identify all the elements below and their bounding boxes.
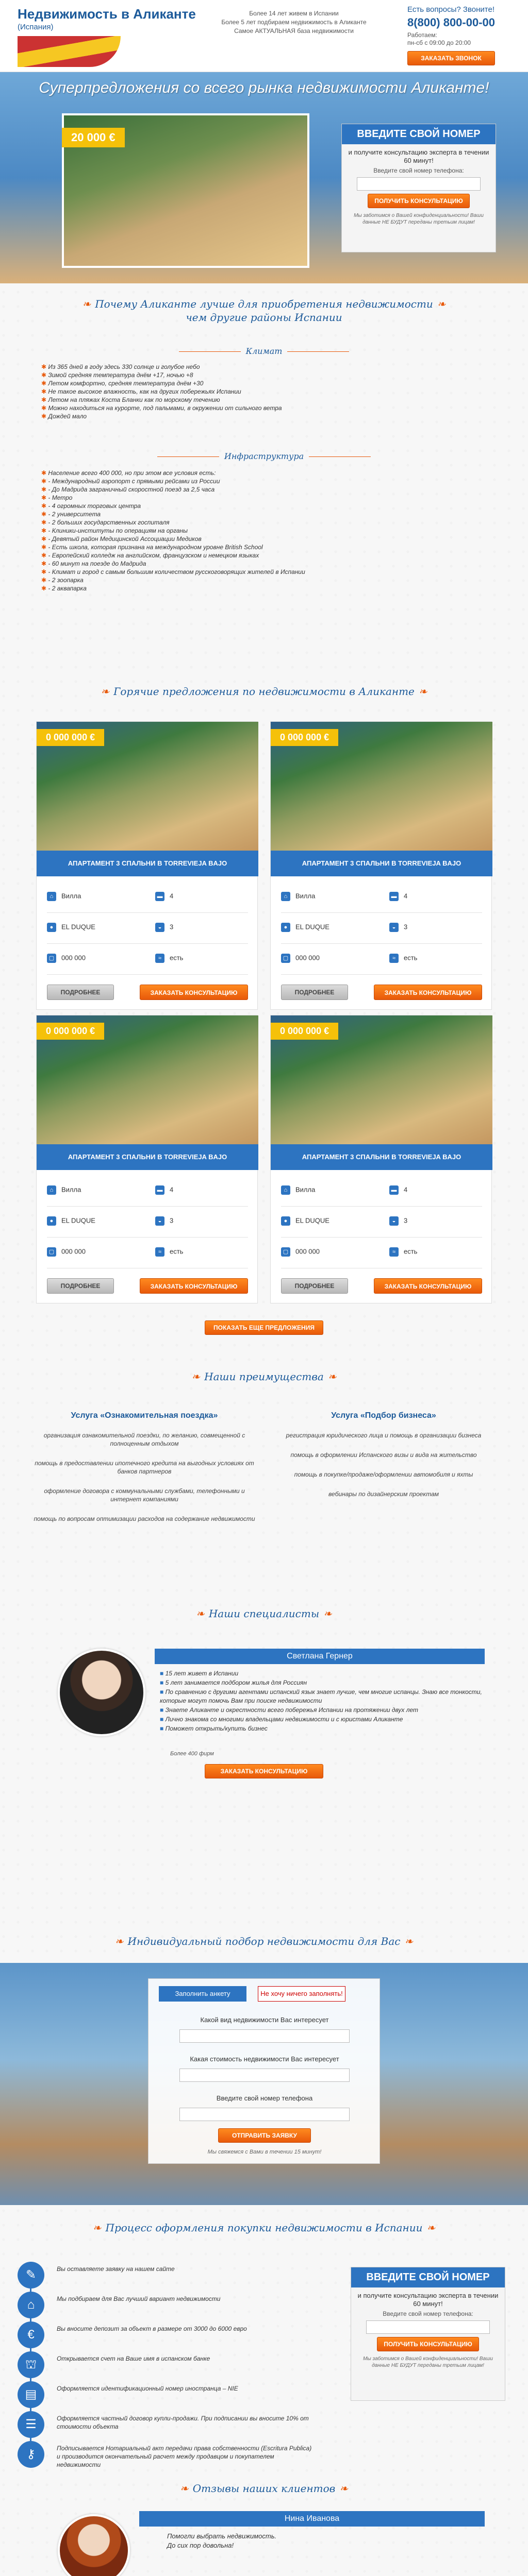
property-pool-value: есть (170, 954, 184, 962)
hours-label: Работаем: (407, 31, 437, 39)
selection-section (0, 1963, 528, 2205)
property-title[interactable]: АПАРТАМЕНТ 3 СПАЛЬНИ В TORREVIEJA BAJO (271, 1144, 492, 1170)
pen-icon: ✎ (18, 2262, 44, 2289)
infra-list (41, 469, 495, 592)
property-pool (155, 1247, 183, 1257)
location-icon: ● (281, 923, 290, 932)
property-type-value: Вилла (61, 1185, 81, 1194)
property-type (281, 892, 315, 901)
specialist-bullet: ■ Лично знакома со многими владельцами недвижимости и с юристами Аликанте (160, 1715, 490, 1724)
selection-form (148, 1978, 380, 2164)
property-area_val (281, 1247, 320, 1257)
property-rooms (155, 1185, 173, 1195)
infra-item: ✱ - Есть школа, которая признана на международном уровне British School (41, 543, 495, 551)
specialist-consult-button[interactable]: ЗАКАЗАТЬ КОНСУЛЬТАЦИЮ (205, 1764, 323, 1778)
advantage-item: оформление договора с коммунальными службами, телефонными и интернет компаниями (44, 1487, 245, 1503)
property-rooms-value: 4 (404, 1185, 408, 1194)
property-baths-value: 3 (170, 1216, 174, 1225)
form-heading: ВВЕДИТЕ СВОЙ НОМЕР (342, 124, 496, 144)
property-pool-value: есть (404, 954, 418, 962)
property-rooms (155, 892, 173, 901)
climate-item: ✱ Летом комфортно, средняя температура днём +30 (41, 379, 495, 387)
advantages-column-business (270, 1412, 497, 1510)
bed-icon: ▬ (155, 892, 164, 901)
location-icon: ● (47, 1216, 56, 1226)
phone-input[interactable] (366, 2320, 490, 2334)
property-pool (389, 1247, 417, 1257)
property-pool-value: есть (170, 1247, 184, 1256)
process-step-text: Вы оставляете заявку на нашем сайте (57, 2265, 175, 2273)
infra-item: ✱ - До Мадрида заграничный скоростной поезд за 2,5 часа (41, 485, 495, 494)
specialist-bullet: ■ 15 лет живет в Испании (160, 1669, 490, 1678)
advantage-item: организация ознакомительной поездки, по желанию, совмещенной с полноценным отдыхом (43, 1432, 245, 1447)
selection-note: Мы свяжемся с Вами в течении 15 минут! (207, 2149, 322, 2155)
climate-item: ✱ Летом на пляжах Коста Бланки как по морскому течению (41, 396, 495, 404)
bed-icon: ▬ (389, 1185, 399, 1195)
property-type-value: Вилла (295, 892, 316, 900)
info-line-2: Более 5 лет подбираем недвижимость в Аликанте (221, 19, 367, 26)
details-button[interactable]: ПОДРОБНЕЕ (281, 985, 348, 1000)
order-consultation-button[interactable]: ЗАКАЗАТЬ КОНСУЛЬТАЦИЮ (140, 985, 248, 1000)
process-phone-form (351, 2267, 505, 2401)
property-pool (389, 954, 417, 963)
property-price-tag: 0 000 000 € (271, 1023, 338, 1040)
ornament-icon: ❧ (437, 298, 446, 310)
process-step-text: Оформляется идентификационный номер иностранца – NIE (57, 2385, 238, 2392)
property-area_val-value: 000 000 (295, 1247, 320, 1256)
phone-input[interactable] (357, 177, 481, 191)
location-icon: ● (281, 1216, 290, 1226)
order-consultation-button[interactable]: ЗАКАЗАТЬ КОНСУЛЬТАЦИЮ (374, 1278, 482, 1294)
form-label: Введите свой номер телефона: (383, 2310, 473, 2317)
euro-icon: € (18, 2321, 44, 2348)
home-icon: ⌂ (281, 1185, 290, 1195)
info-line-3: Самое АКТУАЛЬНАЯ база недвижимости (234, 27, 354, 35)
header-question: Есть вопросы? Звоните! (407, 5, 495, 14)
property-pool (155, 954, 183, 963)
climate-title: Климат (0, 346, 528, 356)
order-consultation-button[interactable]: ЗАКАЗАТЬ КОНСУЛЬТАЦИЮ (140, 1278, 248, 1294)
advantage-item: помощь в оформлении Испанского визы и вида на жительство (290, 1451, 477, 1459)
header-phone[interactable]: 8(800) 800-00-00 (407, 16, 496, 29)
property-price-tag: 0 000 000 € (37, 1023, 104, 1040)
privacy-note: Мы заботимся о Вашей конфиденциальности! Ваши данные НЕ БУДУТ переданы третьим лицам! (354, 213, 484, 225)
details-button[interactable]: ПОДРОБНЕЕ (281, 1278, 348, 1294)
hero-title: Суперпредложения со всего рынка недвижимости Аликанте! (39, 79, 489, 96)
infra-item: ✱ - 2 зоопарка (41, 576, 495, 584)
property-city (47, 1216, 95, 1226)
property-card (36, 721, 258, 1010)
divider (47, 1237, 248, 1238)
property-pool-value: есть (404, 1247, 418, 1256)
divider (281, 1206, 482, 1207)
advantages-column-trip (31, 1412, 258, 1534)
advantages-title: ❧ Наши преимущества ❧ (191, 1370, 337, 1383)
bath-icon: ◒ (389, 923, 399, 932)
why-title-line1: Почему Аликанте лучше для приобретения недвижимости (95, 298, 433, 310)
home-icon: ⌂ (47, 1185, 56, 1195)
advantage-item: вебинары по дизайнерским проектам (328, 1490, 439, 1498)
tab-fill-form[interactable]: Заполнить анкету (159, 1986, 246, 2002)
property-title[interactable]: АПАРТАМЕНТ 3 СПАЛЬНИ В TORREVIEJA BAJO (271, 851, 492, 876)
form-heading: ВВЕДИТЕ СВОЙ НОМЕР (351, 2267, 505, 2287)
specialist-photo (58, 1649, 145, 1736)
key-icon: ⚷ (18, 2441, 44, 2468)
get-consultation-button[interactable]: ПОЛУЧИТЬ КОНСУЛЬТАЦИЮ (368, 194, 470, 208)
infra-item: ✱ - 2 университета (41, 510, 495, 518)
property-baths-value: 3 (170, 923, 174, 931)
hero-phone-form (341, 124, 496, 252)
selection-phone-input[interactable] (179, 2108, 350, 2121)
property-city-value: EL DUQUE (295, 1216, 329, 1225)
property-type (47, 892, 81, 901)
reviews-title: ❧ Отзывы наших клиентов ❧ (179, 2482, 349, 2495)
callback-button[interactable]: ЗАКАЗАТЬ ЗВОНОК (407, 51, 495, 65)
climate-list (41, 363, 495, 420)
reviewer-name: Нина Иванова (139, 2511, 485, 2527)
property-rooms-value: 4 (170, 1185, 174, 1194)
divider (281, 1237, 482, 1238)
area-icon: ▢ (47, 1247, 56, 1257)
area-icon: ▢ (281, 954, 290, 963)
property-city (281, 1216, 329, 1226)
infra-item: ✱ - 60 минут на поезде до Мадрида (41, 560, 495, 568)
selection-tabs (159, 1986, 345, 2002)
property-area_val (47, 1247, 86, 1257)
property-card (270, 721, 492, 1010)
climate-item: ✱ Дождей мало (41, 412, 495, 420)
form-subheading: и получите консультацию эксперта в течении 60 минут! (357, 2292, 499, 2308)
form-label: Введите свой номер телефона: (373, 167, 464, 174)
details-button[interactable]: ПОДРОБНЕЕ (47, 1278, 114, 1294)
review-text (167, 2532, 276, 2550)
property-area_val-value: 000 000 (61, 1247, 86, 1256)
why-title (0, 298, 528, 310)
property-type (281, 1185, 315, 1195)
property-baths-value: 3 (404, 923, 408, 931)
logo-subtitle: (Испания) (18, 23, 54, 31)
form-subheading: и получите консультацию эксперта в течении 60 минут! (348, 148, 489, 164)
divider (281, 974, 482, 975)
property-city (281, 923, 329, 932)
climate-item: ✱ Можно находиться на курорте, под пальмами, в окружении от сильного ветра (41, 404, 495, 412)
process-step-text: Вы вносите депозит за объект в размере от 3000 до 6000 евро (57, 2325, 247, 2332)
infra-item: ✱ - 2 аквапарка (41, 584, 495, 592)
specialist-bullet: ■ Поможет открыть/купить бизнес (160, 1724, 490, 1733)
property-price-tag: 0 000 000 € (271, 729, 338, 746)
header-info (217, 9, 371, 36)
review-text-line2: До сих пор довольна! (167, 2541, 234, 2549)
property-type-value: Вилла (61, 892, 81, 900)
property-city-value: EL DUQUE (295, 923, 329, 931)
adv-col2-title: Услуга «Подбор бизнеса» (331, 1411, 436, 1420)
infra-item: ✱ - Метро (41, 494, 495, 502)
bath-icon: ◒ (155, 923, 164, 932)
climate-item: ✱ Зимой средняя температура днём +17, ночью +8 (41, 371, 495, 379)
privacy-note: Мы заботимся о Вашей конфиденциальности! Ваши данные НЕ БУДУТ переданы третьим лицам! (363, 2356, 493, 2368)
advantage-item: регистрация юридического лица и помощь в организации бизнеса (286, 1432, 482, 1439)
show-more-button[interactable]: ПОКАЗАТЬ ЕЩЕ ПРЕДЛОЖЕНИЯ (205, 1320, 323, 1335)
hero-price-tag: 20 000 € (62, 128, 125, 147)
adv-col1-title: Услуга «Ознакомительная поездка» (71, 1411, 218, 1420)
property-type-value: Вилла (295, 1185, 316, 1194)
specialist-name: Светлана Гернер (155, 1649, 485, 1664)
divider (281, 943, 482, 944)
specialist-bullets (160, 1669, 490, 1734)
infra-item: ✱ Население всего 400 000, но при этом все условия есть: (41, 469, 495, 477)
property-card (36, 1015, 258, 1303)
details-button[interactable]: ПОДРОБНЕЕ (47, 985, 114, 1000)
infra-item: ✱ - Клиники-институты по операциям на органы (41, 527, 495, 535)
specialists-title: ❧ Наши специалисты ❧ (196, 1607, 332, 1620)
home-icon: ⌂ (47, 892, 56, 901)
pool-icon: ≈ (389, 954, 399, 963)
divider (47, 943, 248, 944)
property-city (47, 923, 95, 932)
specialist-bullet: ■ Знаете Аликанте и окрестности всего побережья Испании на протяжении двух лет (160, 1706, 490, 1715)
price-input[interactable] (179, 2069, 350, 2082)
process-step-text: Подписывается Нотариальный акт передачи права собственности (Escritura Publica) и производится окончательный расчет между продавцом и покупателем недвижимости (57, 2445, 312, 2468)
order-consultation-button[interactable]: ЗАКАЗАТЬ КОНСУЛЬТАЦИЮ (374, 985, 482, 1000)
bed-icon: ▬ (389, 892, 399, 901)
header-hours (407, 31, 510, 47)
hero-section (0, 72, 528, 283)
process-title: ❧ Процесс оформления покупки недвижимости в Испании ❧ (92, 2222, 436, 2234)
tab-no-form[interactable]: Не хочу ничего заполнять! (258, 1986, 345, 2002)
specialist-bullet: ■ 5 лет занимается подбором жилья для Россиян (160, 1679, 490, 1687)
infra-item: ✱ - Девятый район Медицинской Ассоциации Медиков (41, 535, 495, 543)
bank-icon: ⛫ (18, 2351, 44, 2378)
logo-title[interactable]: Недвижимость в Аликанте (18, 6, 196, 22)
reviewer-photo (58, 2514, 130, 2576)
bath-icon: ◒ (389, 1216, 399, 1226)
bed-icon: ▬ (155, 1185, 164, 1195)
property-baths (389, 923, 407, 932)
property-rooms (389, 1185, 407, 1195)
properties-title: ❧ Горячие предложения по недвижимости в Аликанте ❧ (101, 685, 427, 698)
property-baths (389, 1216, 407, 1226)
property-price-tag: 0 000 000 € (37, 729, 104, 746)
infra-item: ✱ - Международный аэропорт с прямыми рейсами из России (41, 477, 495, 485)
hours-value: пн-сб с 09:00 до 20:00 (407, 39, 471, 46)
infra-item: ✱ - 2 больших государственных госпиталя (41, 518, 495, 527)
area-icon: ▢ (47, 954, 56, 963)
question-property-type: Какой вид недвижимости Вас интересует (200, 2016, 329, 2024)
climate-item: ✱ Не такое высокое влажность, как на других побережьях Испании (41, 387, 495, 396)
property-area_val (281, 954, 320, 963)
send-request-button[interactable]: ОТПРАВИТЬ ЗАЯВКУ (218, 2128, 311, 2143)
specialist-bullet: ■ По сравнению с другими агентами испанский язык знает лучше, чем многие испанцы. Знаю все тонкости, которые могут помочь Вам при поиске недвижимости (160, 1688, 490, 1705)
property-area_val-value: 000 000 (295, 954, 320, 962)
process-step-text: Открывается счет на Ваше имя в испанском банке (57, 2355, 210, 2362)
property-area_val-value: 000 000 (61, 954, 86, 962)
process-step-text: Мы подбираем для Вас лучший вариант недвижимости (57, 2295, 221, 2302)
home-icon: ⌂ (281, 892, 290, 901)
divider (281, 912, 482, 913)
site-header (0, 0, 528, 72)
advantage-item: помощь по вопросам оптимизации расходов на содержание недвижимости (34, 1515, 255, 1522)
infra-item: ✱ - Европейский колледж на английском, французском и немецком языках (41, 551, 495, 560)
question-phone: Введите свой номер телефона (216, 2094, 313, 2102)
property-type-input[interactable] (179, 2029, 350, 2043)
infra-item: ✱ - Климат и город с самым большим количеством русскоговорящих жителей в Испании (41, 568, 495, 576)
ornament-icon: ❧ (82, 298, 91, 310)
why-title-line2: чем другие районы Испании (186, 311, 342, 324)
advantage-item: помощь в покупке/продаже/оформлении автомобиля и яхты (294, 1471, 473, 1478)
property-rooms-value: 4 (404, 892, 408, 900)
property-baths-value: 3 (404, 1216, 408, 1225)
property-rooms (389, 892, 407, 901)
get-consultation-button[interactable]: ПОЛУЧИТЬ КОНСУЛЬТАЦИЮ (377, 2337, 479, 2351)
infra-item: ✱ - 4 огромных торговых центра (41, 502, 495, 510)
divider (47, 912, 248, 913)
bath-icon: ◒ (155, 1216, 164, 1226)
info-line-1: Более 14 лет живем в Испании (249, 10, 339, 17)
house-icon: ⌂ (18, 2292, 44, 2318)
property-baths (155, 1216, 173, 1226)
header-contacts (407, 5, 510, 65)
pool-icon: ≈ (155, 1247, 164, 1257)
property-rooms-value: 4 (170, 892, 174, 900)
property-card (270, 1015, 492, 1303)
climate-item: ✱ Из 365 дней в году здесь 330 солнце и голубое небо (41, 363, 495, 371)
property-baths (155, 923, 173, 932)
pool-icon: ≈ (389, 1247, 399, 1257)
process-step-text: Оформляется частный договор купли-продажи. При подписании вы вносите 10% от стоимости объекта (57, 2415, 309, 2430)
property-area_val (47, 954, 86, 963)
property-title[interactable]: АПАРТАМЕНТ 3 СПАЛЬНИ В TORREVIEJA BAJO (37, 1144, 258, 1170)
location-icon: ● (47, 923, 56, 932)
property-city-value: EL DUQUE (61, 1216, 95, 1225)
divider (47, 974, 248, 975)
document-icon: ☰ (18, 2411, 44, 2438)
specialist-extra: Более 400 фирм (170, 1751, 214, 1757)
card-icon: ▤ (18, 2381, 44, 2408)
property-title[interactable]: АПАРТАМЕНТ 3 СПАЛЬНИ В TORREVIEJA BAJO (37, 851, 258, 876)
pool-icon: ≈ (155, 954, 164, 963)
property-city-value: EL DUQUE (61, 923, 95, 931)
question-price: Какая стоимость недвижимости Вас интересует (190, 2055, 339, 2063)
infra-title: Инфраструктура (0, 451, 528, 461)
review-text-line1: Помогли выбрать недвижимость. (167, 2532, 277, 2540)
divider (47, 1206, 248, 1207)
property-type (47, 1185, 81, 1195)
advantage-item: помощь в предоставлении ипотечного кредита на выгодных условиях от банков партнеров (35, 1460, 254, 1475)
flag-decoration (18, 36, 121, 67)
selection-title: ❧ Индивидуальный подбор недвижимости для Вас ❧ (114, 1935, 414, 1947)
area-icon: ▢ (281, 1247, 290, 1257)
